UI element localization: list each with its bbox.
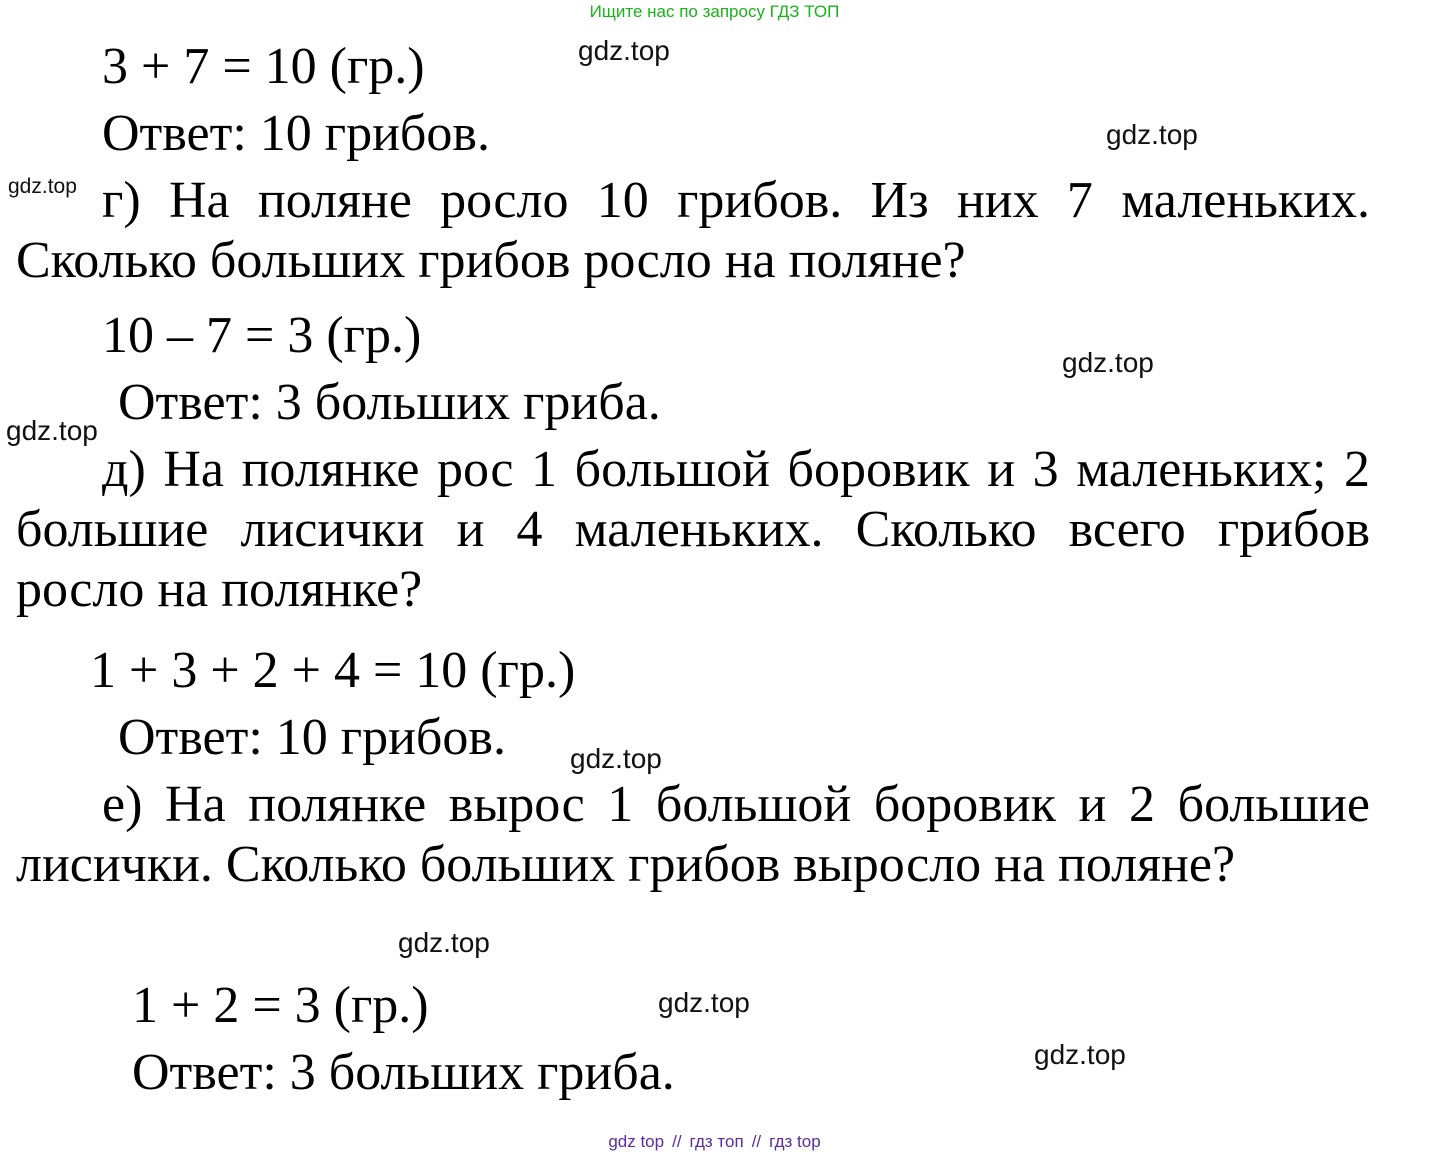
watermark: gdz.top bbox=[1034, 1039, 1126, 1070]
answer-3: Ответ: 10 грибов. bbox=[118, 709, 506, 766]
header-note: Ищите нас по запросу ГДЗ ТОП bbox=[589, 2, 840, 21]
task-g: г) На поляне росло 10 грибов. Из них 7 маленьких. Сколько больших грибов росло на поляне? bbox=[16, 172, 1370, 289]
watermark: gdz.top bbox=[570, 743, 662, 774]
watermark: gdz.top bbox=[658, 987, 750, 1018]
watermark: gdz.top bbox=[8, 175, 77, 198]
footer-separator: // bbox=[751, 1132, 762, 1151]
task-d: д) На полянке рос 1 большой боровик и 3 маленьких; 2 большие лисички и 4 маленьких. Сколько всего грибов росло на полянке? bbox=[16, 441, 1370, 618]
answer-1: Ответ: 10 грибов. bbox=[102, 105, 490, 162]
footer-separator: // bbox=[672, 1132, 682, 1151]
equation-4: 1 + 2 = 3 (гр.) bbox=[132, 977, 429, 1034]
equation-3: 1 + 3 + 2 + 4 = 10 (гр.) bbox=[90, 642, 576, 699]
watermark: gdz.top bbox=[1062, 347, 1154, 378]
watermark: gdz.top bbox=[398, 927, 490, 958]
footer-link[interactable]: gdz top bbox=[608, 1132, 665, 1151]
equation-1: 3 + 7 = 10 (гр.) bbox=[102, 38, 425, 95]
answer-2: Ответ: 3 больших гриба. bbox=[118, 374, 661, 431]
task-e: е) На полянке вырос 1 большой боровик и 2 большие лисички. Сколько больших грибов выросло на поляне? bbox=[16, 776, 1370, 893]
watermark: gdz.top bbox=[6, 415, 98, 446]
answer-4: Ответ: 3 больших гриба. bbox=[132, 1044, 675, 1101]
watermark: gdz.top bbox=[1106, 119, 1198, 150]
footer-links bbox=[0, 1132, 1429, 1152]
footer-link[interactable]: гдз топ bbox=[689, 1132, 744, 1151]
footer-link[interactable]: гдз top bbox=[769, 1132, 821, 1151]
equation-2: 10 – 7 = 3 (гр.) bbox=[102, 307, 422, 364]
watermark: gdz.top bbox=[578, 35, 670, 66]
